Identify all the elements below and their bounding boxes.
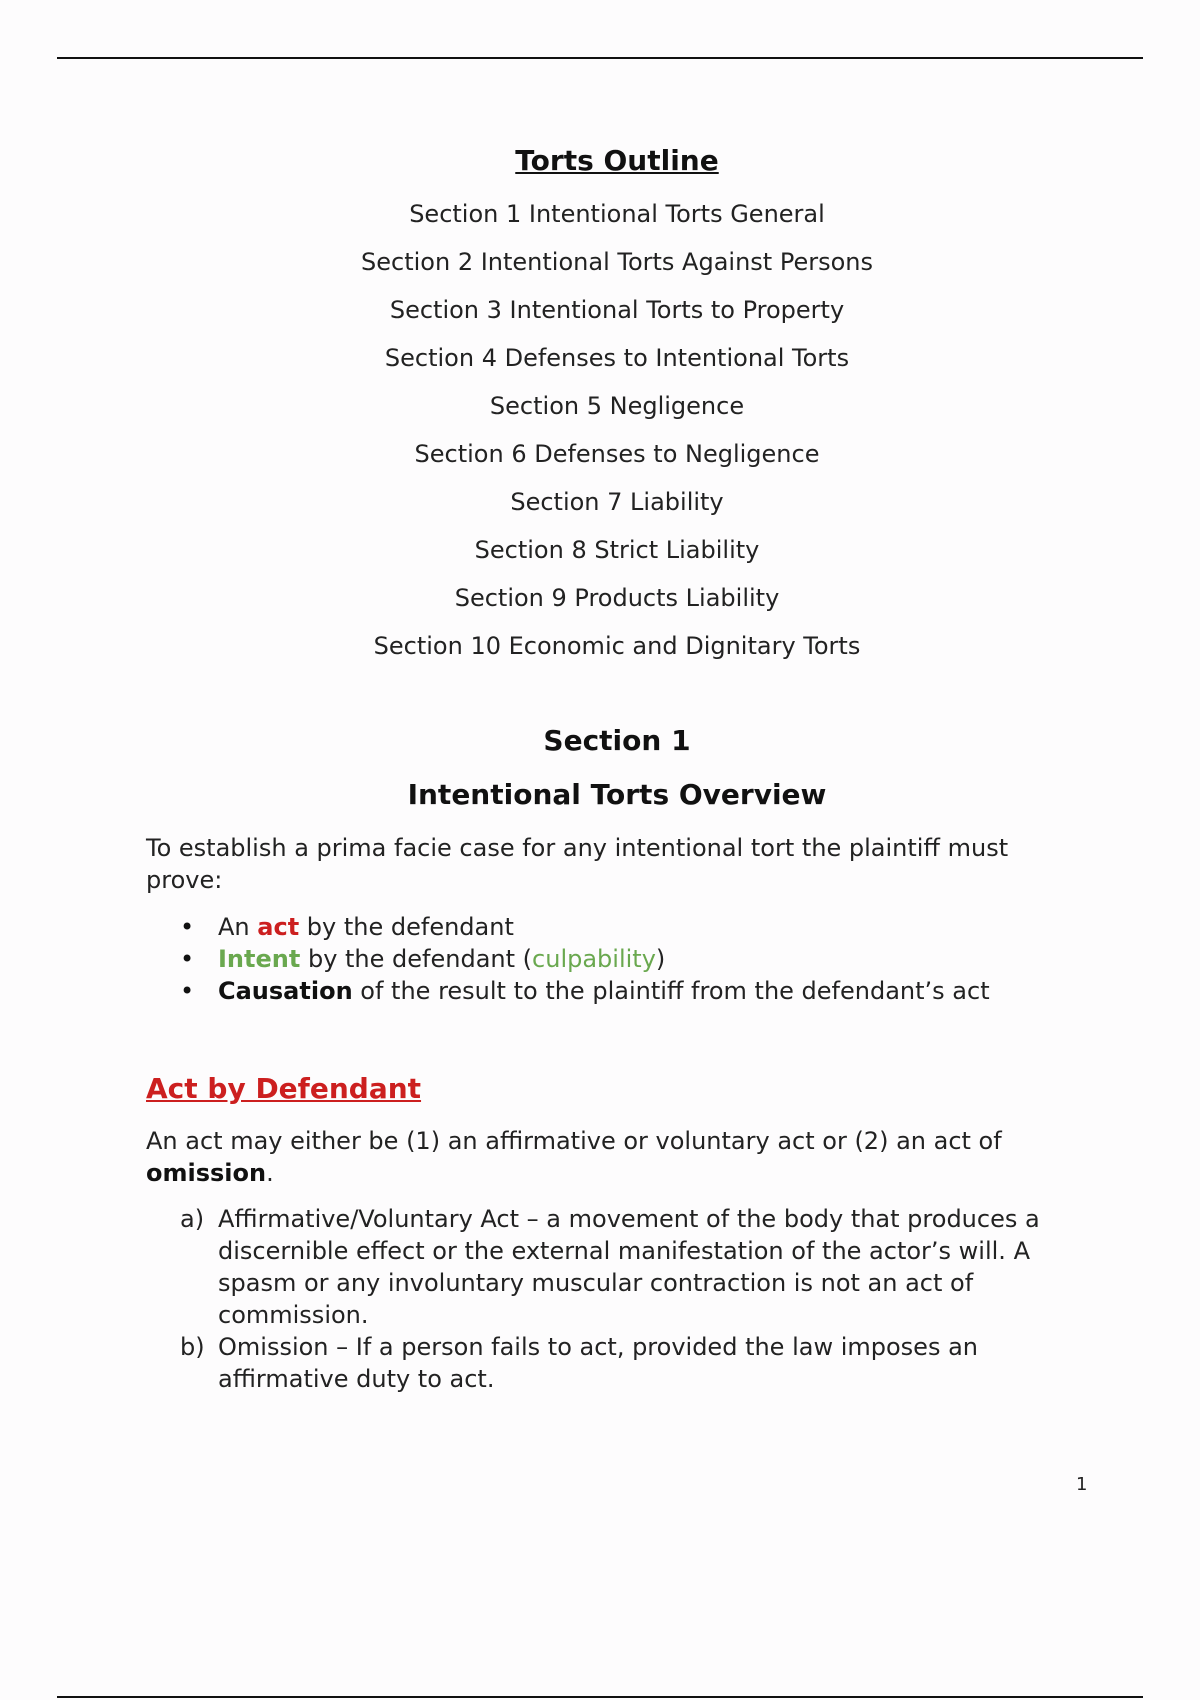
item-text: Omission – If a person fails to act, provided the law imposes an affirmative duty to act. — [218, 1333, 978, 1393]
section-number-heading: Section 1 — [543, 724, 691, 757]
toc-item: Section 6 Defenses to Negligence — [414, 440, 820, 468]
item-text: by the defendant — [299, 913, 514, 941]
list-marker: b) — [180, 1333, 205, 1361]
item-text: An — [218, 913, 258, 941]
paragraph-text: . — [266, 1159, 274, 1187]
toc-item: Section 10 Economic and Dignitary Torts — [373, 632, 861, 660]
toc-item: Section 4 Defenses to Intentional Torts — [384, 344, 850, 372]
section-title-heading: Intentional Torts Overview — [407, 778, 827, 811]
act-paragraph — [146, 1125, 1076, 1189]
act-by-defendant-heading: Act by Defendant — [146, 1072, 422, 1105]
list-marker: a) — [180, 1205, 205, 1233]
toc-item: Section 7 Liability — [510, 488, 724, 516]
table-of-contents — [0, 196, 1200, 676]
item-text: of the result to the plaintiff from the defendant’s act — [352, 977, 990, 1005]
culpability-note: culpability — [532, 945, 656, 973]
elements-list — [146, 911, 1076, 1007]
list-item — [146, 943, 1076, 975]
toc-item: Section 3 Intentional Torts to Property — [389, 296, 845, 324]
omission-term: omission — [146, 1159, 267, 1187]
act-term: act — [257, 913, 300, 941]
toc-item: Section 8 Strict Liability — [474, 536, 760, 564]
list-item — [146, 975, 1076, 1007]
page-number: 1 — [1076, 1474, 1088, 1495]
list-item — [146, 911, 1076, 943]
act-types-list — [146, 1203, 1076, 1395]
list-item — [146, 1331, 1076, 1395]
item-text: Affirmative/Voluntary Act – a movement of the body that produces a discernible effect or the external manifestation of the actor’s will. A spasm or any involuntary muscular contraction is not an act of commission. — [218, 1205, 1040, 1329]
intro-paragraph: To establish a prima facie case for any intentional tort the plaintiff must prove: — [146, 834, 1009, 894]
toc-item: Section 5 Negligence — [489, 392, 745, 420]
item-text: ) — [655, 945, 666, 973]
toc-item: Section 9 Products Liability — [454, 584, 780, 612]
bottom-rule — [57, 1696, 1143, 1698]
document-title: Torts Outline — [515, 144, 719, 177]
intent-term: Intent — [218, 945, 301, 973]
causation-term: Causation — [218, 977, 353, 1005]
item-text: by the defendant ( — [300, 945, 533, 973]
paragraph-text: An act may either be (1) an affirmative or voluntary act or (2) an act of — [146, 1127, 1002, 1155]
toc-item: Section 1 Intentional Torts General — [409, 200, 825, 228]
toc-item: Section 2 Intentional Torts Against Persons — [361, 248, 873, 276]
list-item — [146, 1203, 1076, 1331]
top-rule — [57, 57, 1143, 59]
